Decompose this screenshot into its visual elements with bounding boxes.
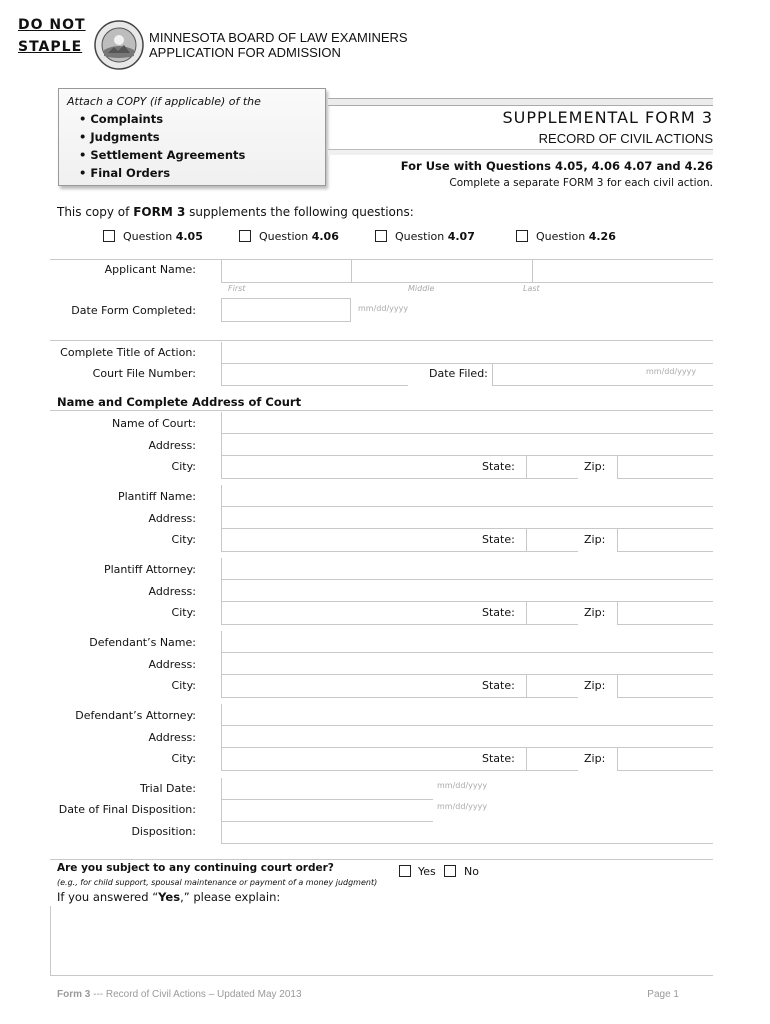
address-field[interactable]	[221, 653, 713, 675]
city-field[interactable]	[221, 529, 526, 552]
party-name-label: Plantiff Attorney:	[103, 563, 196, 576]
party-name-field[interactable]	[221, 704, 713, 726]
question-4-06-checkbox[interactable]	[239, 230, 251, 242]
explanation-textarea[interactable]	[50, 906, 713, 976]
party-name-label: Name of Court:	[112, 417, 196, 430]
address-label: Address:	[148, 585, 196, 598]
attach-item: • Final Orders	[79, 166, 171, 180]
supplements-intro: This copy of FORM 3 supplements the following questions:	[57, 205, 414, 219]
explain-prompt: If you answered “Yes,” please explain:	[57, 890, 281, 904]
zip-field[interactable]	[617, 602, 713, 625]
question-4-26-label: Question 4.26	[536, 230, 616, 243]
state-field[interactable]	[526, 675, 578, 698]
court-order-example: (e.g., for child support, spousal maintenance or payment of a money judgment)	[57, 878, 378, 887]
party-name-label: Defendant’s Attorney:	[75, 709, 196, 722]
form-title: SUPPLEMENTAL FORM 3	[502, 108, 713, 127]
yes-checkbox[interactable]	[399, 865, 411, 877]
board-name: MINNESOTA BOARD OF LAW EXAMINERS	[149, 30, 408, 45]
middle-name-hint: Middle	[408, 284, 435, 293]
question-4-07-checkbox[interactable]	[375, 230, 387, 242]
form-subtitle: RECORD OF CIVIL ACTIONS	[538, 131, 713, 146]
attach-list	[67, 110, 317, 182]
address-field[interactable]	[221, 726, 713, 748]
section-divider	[50, 410, 713, 411]
state-field[interactable]	[526, 602, 578, 625]
form-subtitle-rule	[328, 149, 713, 155]
do-not-staple-notice	[18, 14, 86, 58]
question-4-06-label: Question 4.06	[259, 230, 339, 243]
address-label: Address:	[148, 512, 196, 525]
attach-item: • Settlement Agreements	[79, 148, 246, 162]
state-field[interactable]	[526, 748, 578, 771]
section-divider	[50, 859, 713, 860]
state-seal-icon	[94, 20, 144, 70]
court-order-question: Are you subject to any continuing court order?	[57, 862, 334, 874]
trial-date-label: Trial Date:	[140, 782, 196, 795]
zip-label: Zip:	[584, 460, 606, 473]
state-label: State:	[482, 460, 515, 473]
address-label: Address:	[148, 731, 196, 744]
footer-form-info: Form 3 --- Record of Civil Actions – Updated May 2013	[57, 989, 302, 1000]
zip-field[interactable]	[617, 456, 713, 479]
city-field[interactable]	[221, 456, 526, 479]
attach-intro: Attach a COPY (if applicable) of the	[67, 95, 261, 108]
date-form-completed-field[interactable]	[221, 298, 351, 322]
address-label: Address:	[148, 658, 196, 671]
zip-field[interactable]	[617, 675, 713, 698]
zip-field[interactable]	[617, 529, 713, 552]
disposition-label: Disposition:	[131, 825, 196, 838]
page-number: Page 1	[647, 989, 679, 1000]
city-label: City:	[171, 752, 196, 765]
party-name-label: Plantiff Name:	[117, 490, 196, 503]
state-label: State:	[482, 606, 515, 619]
court-file-number-label: Court File Number:	[92, 367, 196, 380]
application-title: APPLICATION FOR ADMISSION	[149, 45, 341, 60]
city-label: City:	[171, 606, 196, 619]
staple-text: STAPLE	[18, 39, 83, 55]
party-name-field[interactable]	[221, 412, 713, 434]
title-of-action-field[interactable]	[221, 342, 713, 364]
question-4-07-label: Question 4.07	[395, 230, 475, 243]
date-form-completed-label: Date Form Completed:	[71, 304, 196, 317]
date-filed-label: Date Filed:	[429, 367, 488, 380]
zip-label: Zip:	[584, 679, 606, 692]
final-disposition-date-label: Date of Final Disposition:	[58, 803, 196, 816]
separate-form-instruction: Complete a separate FORM 3 for each civil action.	[449, 177, 713, 189]
city-label: City:	[171, 533, 196, 546]
yes-label: Yes	[418, 865, 436, 878]
disposition-field[interactable]	[221, 822, 713, 844]
address-field[interactable]	[221, 507, 713, 529]
first-name-field[interactable]	[221, 260, 351, 283]
trial-date-field[interactable]	[221, 778, 433, 800]
do-not-text: DO NOT	[18, 17, 86, 33]
address-field[interactable]	[221, 580, 713, 602]
court-section-heading: Name and Complete Address of Court	[57, 395, 302, 409]
attach-copy-box	[58, 88, 326, 186]
city-field[interactable]	[221, 748, 526, 771]
party-name-field[interactable]	[221, 558, 713, 580]
no-label: No	[464, 865, 479, 878]
last-name-field[interactable]	[532, 260, 713, 283]
court-file-number-field[interactable]	[221, 364, 408, 386]
middle-name-field[interactable]	[351, 260, 532, 283]
applicant-name-label: Applicant Name:	[104, 263, 196, 276]
zip-field[interactable]	[617, 748, 713, 771]
date-filed-hint: mm/dd/yyyy	[646, 367, 697, 376]
attach-item: • Judgments	[79, 130, 160, 144]
party-name-field[interactable]	[221, 631, 713, 653]
final-disposition-date-field[interactable]	[221, 800, 433, 822]
city-label: City:	[171, 460, 196, 473]
question-4-05-checkbox[interactable]	[103, 230, 115, 242]
zip-label: Zip:	[584, 533, 606, 546]
use-with-questions: For Use with Questions 4.05, 4.06 4.07 and 4.26	[400, 159, 713, 173]
attach-item: • Complaints	[79, 112, 164, 126]
party-name-field[interactable]	[221, 485, 713, 507]
header-text	[149, 30, 408, 60]
city-label: City:	[171, 679, 196, 692]
title-of-action-label: Complete Title of Action:	[60, 346, 196, 359]
question-4-05-label: Question 4.05	[123, 230, 203, 243]
address-label: Address:	[148, 439, 196, 452]
date-format-hint: mm/dd/yyyy	[358, 304, 409, 313]
address-field[interactable]	[221, 434, 713, 456]
no-checkbox[interactable]	[444, 865, 456, 877]
zip-label: Zip:	[584, 606, 606, 619]
question-4-26-checkbox[interactable]	[516, 230, 528, 242]
last-name-hint: Last	[523, 284, 540, 293]
city-field[interactable]	[221, 675, 526, 698]
city-field[interactable]	[221, 602, 526, 625]
first-name-hint: First	[228, 284, 246, 293]
title-rule	[328, 98, 713, 106]
zip-label: Zip:	[584, 752, 606, 765]
state-label: State:	[482, 533, 515, 546]
state-field[interactable]	[526, 529, 578, 552]
trial-date-hint: mm/dd/yyyy	[437, 781, 488, 790]
party-name-label: Defendant’s Name:	[89, 636, 196, 649]
state-field[interactable]	[526, 456, 578, 479]
final-disposition-date-hint: mm/dd/yyyy	[437, 802, 488, 811]
section-divider	[50, 340, 713, 341]
state-label: State:	[482, 679, 515, 692]
state-label: State:	[482, 752, 515, 765]
